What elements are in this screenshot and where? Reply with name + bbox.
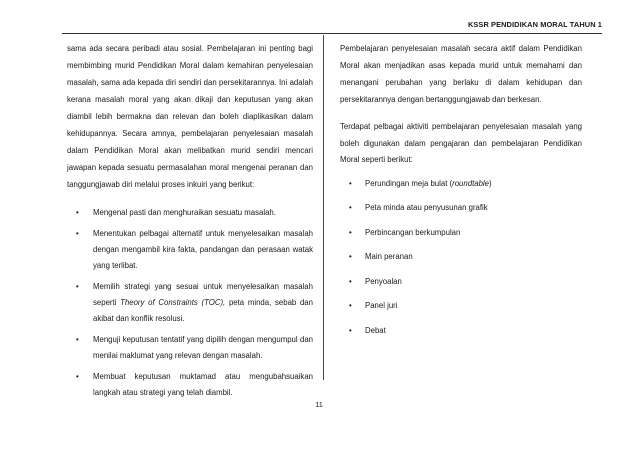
list-item-text: peta minda, sebab dan akibat dan konflik resolusi. xyxy=(93,298,313,323)
list-item xyxy=(67,332,313,364)
list-item xyxy=(340,322,582,339)
list-item xyxy=(67,205,313,221)
list-item xyxy=(340,273,582,290)
list-item xyxy=(340,199,582,216)
page-number: 11 xyxy=(315,400,323,409)
bullet-icon: • xyxy=(349,203,352,212)
bullet-icon: • xyxy=(349,325,352,335)
activities-list xyxy=(340,175,582,339)
list-item-text: Menguji keputusan tentatif yang dipilih dengan mengumpul dan menilai maklumat yang relevan dengan masalah. xyxy=(93,335,313,360)
list-item-italic-text: Theory of Constraints (TOC), xyxy=(120,298,226,307)
bullet-icon: • xyxy=(76,335,79,344)
left-column xyxy=(67,40,313,406)
bullet-icon: • xyxy=(349,252,352,261)
list-item-text: Panel juri xyxy=(365,301,398,310)
running-header: KSSR PENDIDIKAN MORAL TAHUN 1 xyxy=(467,20,602,29)
list-item-text: Penyoalan xyxy=(365,276,402,286)
right-column xyxy=(340,40,582,346)
list-item-text: Mengenal pasti dan menghuraikan sesuatu masalah. xyxy=(93,208,276,217)
list-item-text: Menentukan pelbagai alternatif untuk menyelesaikan masalah dengan mengambil kira fakta, pandangan dan perasaan watak yang terlibat. xyxy=(93,229,313,270)
list-item-text: ) xyxy=(488,178,492,188)
right-paragraph-1: Pembelajaran penyelesaian masalah secara aktif dalam Pendidikan Moral akan menjadikan asas kepada murid untuk memahami dan menangani perubahan yang berlaku di dalam kehidupan dan persekitarannya dengan bertanggungjawab dan berkesan. xyxy=(340,44,582,104)
list-item xyxy=(67,226,313,274)
right-paragraph-2: Terdapat pelbagai aktiviti pembelajaran penyelesaian masalah yang boleh digunakan dalam pengajaran dan pembelajaran Pendidikan Moral seperti berikut: xyxy=(340,122,582,164)
list-item-text: Debat xyxy=(365,325,386,335)
list-item xyxy=(340,175,582,192)
list-item-italic-text: roundtable xyxy=(452,178,489,188)
bullet-icon: • xyxy=(349,178,352,188)
list-item xyxy=(67,369,313,401)
list-item-text: Peta minda atau penyusunan grafik xyxy=(365,203,488,212)
list-item-text: Perundingan meja bulat ( xyxy=(365,178,453,188)
list-item-text: Membuat keputusan muktamad atau mengubahsuaikan langkah atau strategi yang telah diambil. xyxy=(93,372,313,397)
list-item-text: Perbincangan berkumpulan xyxy=(365,227,461,237)
bullet-icon: • xyxy=(76,372,79,381)
list-item xyxy=(340,297,582,314)
list-item xyxy=(340,224,582,241)
bullet-icon: • xyxy=(349,227,352,237)
list-item-text: Main peranan xyxy=(365,252,413,261)
inquiry-process-list xyxy=(67,205,313,401)
header-rule xyxy=(62,33,602,34)
bullet-icon: • xyxy=(76,208,79,217)
list-item xyxy=(340,248,582,265)
bullet-icon: • xyxy=(76,282,79,291)
bullet-icon: • xyxy=(349,301,352,310)
list-item-text: Memilih strategi yang sesuai untuk menyelesaikan masalah seperti xyxy=(93,282,313,307)
bullet-icon: • xyxy=(349,276,352,286)
left-paragraph: sama ada secara peribadi atau sosial. Pembelajaran ini penting bagi membimbing murid Pendidikan Moral dalam kemahiran penyelesaian masalah, sama ada kepada diri sendiri dan persekitarannya. Ini adalah kerana masalah moral yang akan dikaji dan keputusan yang akan diambil lebih bermakna dan relevan dan boleh diaplikasikan dalam kehidupannya. Secara amnya, pembelajaran penyelesaian masalah dalam Pendidikan Moral akan melibatkan murid sendiri mencari jawapan kepada sesuatu permasalahan moral mengenai peranan dan tanggungjawab diri melalui proses inkuiri yang berikut: xyxy=(67,44,313,189)
list-item xyxy=(67,279,313,327)
column-divider xyxy=(323,35,324,380)
bullet-icon: • xyxy=(76,229,79,238)
